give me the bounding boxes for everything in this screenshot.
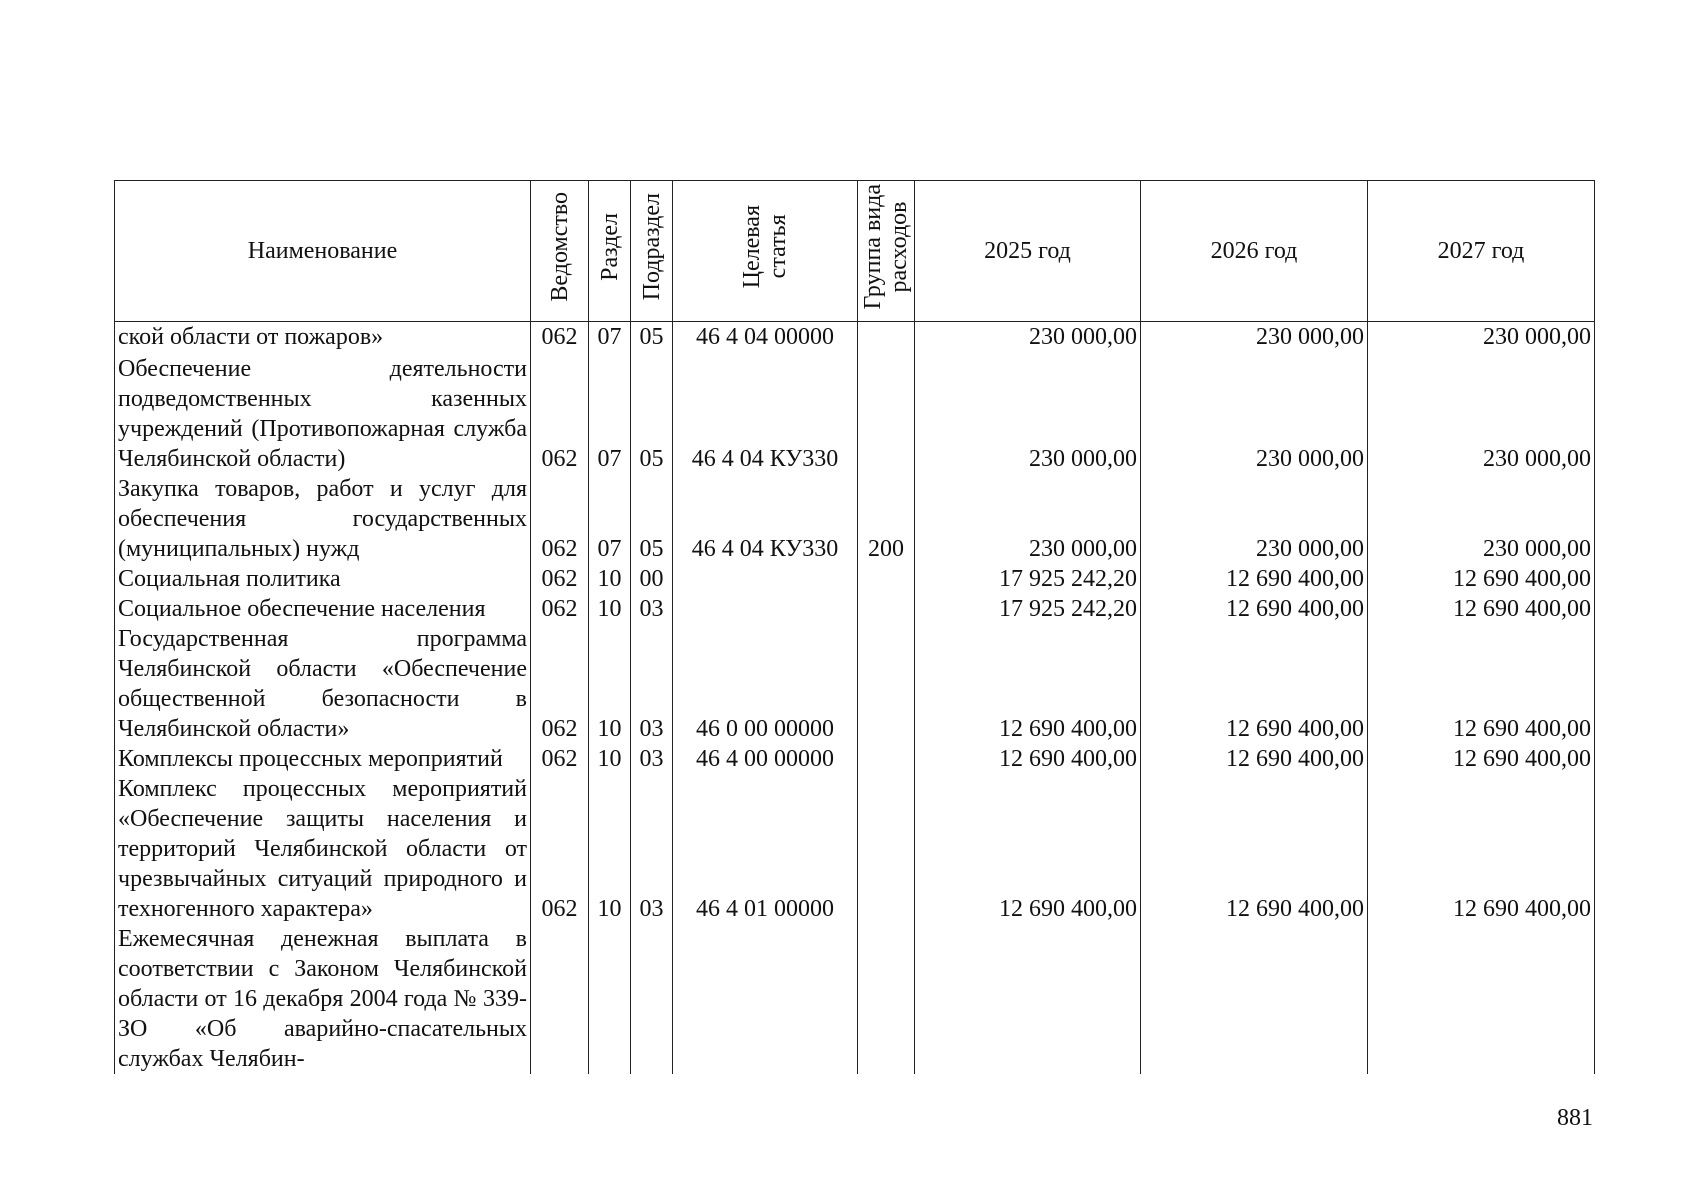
- cell-name: Социальная политика: [115, 564, 531, 594]
- table-row: [115, 624, 1595, 744]
- cell-2027: 12 690 400,00: [1368, 774, 1595, 924]
- cell-group: [858, 624, 915, 744]
- cell-2027: 230 000,00: [1368, 352, 1595, 474]
- cell-2026: 230 000,00: [1141, 352, 1368, 474]
- cell-section: [589, 924, 631, 1074]
- cell-name: Обеспечение деятельности подведомственных казенных учреждений (Противопожарная служба Челябинской области): [115, 352, 531, 474]
- cell-2026: 230 000,00: [1141, 474, 1368, 564]
- cell-group: [858, 924, 915, 1074]
- cell-subsection: 03: [631, 774, 673, 924]
- cell-subsection: 00: [631, 564, 673, 594]
- table-row: [115, 564, 1595, 594]
- cell-2027: 12 690 400,00: [1368, 744, 1595, 774]
- header-target: Целевая статья: [673, 181, 858, 322]
- cell-2025: 17 925 242,20: [915, 564, 1141, 594]
- cell-name: Закупка товаров, работ и услуг для обеспечения государственных (муниципальных) нужд: [115, 474, 531, 564]
- cell-subsection: 05: [631, 352, 673, 474]
- cell-group: [858, 744, 915, 774]
- cell-section: 07: [589, 322, 631, 353]
- cell-dept: 062: [531, 594, 589, 624]
- table-row: [115, 924, 1595, 1074]
- cell-section: 10: [589, 564, 631, 594]
- cell-name: Государственная программа Челябинской области «Обеспечение общественной безопасности в Челябинской области»: [115, 624, 531, 744]
- cell-section: 10: [589, 594, 631, 624]
- cell-dept: [531, 924, 589, 1074]
- cell-dept: 062: [531, 352, 589, 474]
- cell-2025: 230 000,00: [915, 474, 1141, 564]
- table-row: [115, 352, 1595, 474]
- header-subsection: Подраздел: [631, 181, 673, 322]
- cell-2025: 12 690 400,00: [915, 744, 1141, 774]
- cell-target: [673, 594, 858, 624]
- table-row: [115, 474, 1595, 564]
- cell-2025: 230 000,00: [915, 322, 1141, 353]
- cell-target: 46 4 04 КУ330: [673, 474, 858, 564]
- cell-dept: 062: [531, 564, 589, 594]
- cell-2026: 12 690 400,00: [1141, 564, 1368, 594]
- cell-section: 10: [589, 774, 631, 924]
- cell-target: 46 4 04 КУ330: [673, 352, 858, 474]
- header-name: Наименование: [115, 181, 531, 322]
- cell-subsection: 05: [631, 474, 673, 564]
- cell-subsection: 03: [631, 744, 673, 774]
- cell-2027: 12 690 400,00: [1368, 594, 1595, 624]
- header-section: Раздел: [589, 181, 631, 322]
- header-2025: 2025 год: [915, 181, 1141, 322]
- cell-target: 46 4 01 00000: [673, 774, 858, 924]
- cell-2025: 230 000,00: [915, 352, 1141, 474]
- cell-target: 46 4 04 00000: [673, 322, 858, 353]
- table-row: [115, 744, 1595, 774]
- cell-2026: [1141, 924, 1368, 1074]
- cell-2026: 12 690 400,00: [1141, 624, 1368, 744]
- cell-subsection: 03: [631, 594, 673, 624]
- cell-dept: 062: [531, 744, 589, 774]
- cell-2027: 12 690 400,00: [1368, 624, 1595, 744]
- cell-target: [673, 924, 858, 1074]
- cell-2026: 12 690 400,00: [1141, 774, 1368, 924]
- cell-group: [858, 594, 915, 624]
- cell-2025: 17 925 242,20: [915, 594, 1141, 624]
- cell-subsection: 05: [631, 322, 673, 353]
- cell-group: [858, 352, 915, 474]
- cell-dept: 062: [531, 774, 589, 924]
- cell-section: 07: [589, 352, 631, 474]
- cell-dept: 062: [531, 474, 589, 564]
- cell-2026: 12 690 400,00: [1141, 744, 1368, 774]
- cell-group: [858, 774, 915, 924]
- budget-table: [114, 180, 1595, 1074]
- header-group: Группа вида расходов: [858, 181, 915, 322]
- cell-section: 07: [589, 474, 631, 564]
- cell-target: [673, 564, 858, 594]
- cell-name: Комплекс процессных мероприятий «Обеспечение защиты населения и территорий Челябинской области от чрезвычайных ситуаций природного и техногенного характера»: [115, 774, 531, 924]
- cell-dept: 062: [531, 624, 589, 744]
- table-row: [115, 322, 1595, 353]
- cell-target: 46 0 00 00000: [673, 624, 858, 744]
- cell-2027: 230 000,00: [1368, 322, 1595, 353]
- header-row: [115, 181, 1595, 322]
- cell-2025: 12 690 400,00: [915, 774, 1141, 924]
- cell-name: ской области от пожаров»: [115, 322, 531, 353]
- cell-subsection: 03: [631, 624, 673, 744]
- cell-section: 10: [589, 744, 631, 774]
- table-row: [115, 774, 1595, 924]
- cell-name: Комплексы процессных мероприятий: [115, 744, 531, 774]
- cell-2027: 12 690 400,00: [1368, 564, 1595, 594]
- page-number: 881: [1557, 1105, 1593, 1131]
- header-2027: 2027 год: [1368, 181, 1595, 322]
- cell-target: 46 4 00 00000: [673, 744, 858, 774]
- cell-group: [858, 564, 915, 594]
- cell-2027: [1368, 924, 1595, 1074]
- cell-2025: [915, 924, 1141, 1074]
- cell-section: 10: [589, 624, 631, 744]
- cell-dept: 062: [531, 322, 589, 353]
- header-dept: Ведомство: [531, 181, 589, 322]
- cell-2026: 12 690 400,00: [1141, 594, 1368, 624]
- cell-name: Социальное обеспечение населения: [115, 594, 531, 624]
- table-row: [115, 594, 1595, 624]
- cell-group: 200: [858, 474, 915, 564]
- cell-subsection: [631, 924, 673, 1074]
- cell-2026: 230 000,00: [1141, 322, 1368, 353]
- cell-2027: 230 000,00: [1368, 474, 1595, 564]
- cell-2025: 12 690 400,00: [915, 624, 1141, 744]
- table-body: [115, 322, 1595, 1075]
- cell-name: Ежемесячная денежная выплата в соответствии с Законом Челябинской области от 16 декабря 2004 года № 339-ЗО «Об аварийно-спасательных службах Челябин-: [115, 924, 531, 1074]
- header-2026: 2026 год: [1141, 181, 1368, 322]
- cell-group: [858, 322, 915, 353]
